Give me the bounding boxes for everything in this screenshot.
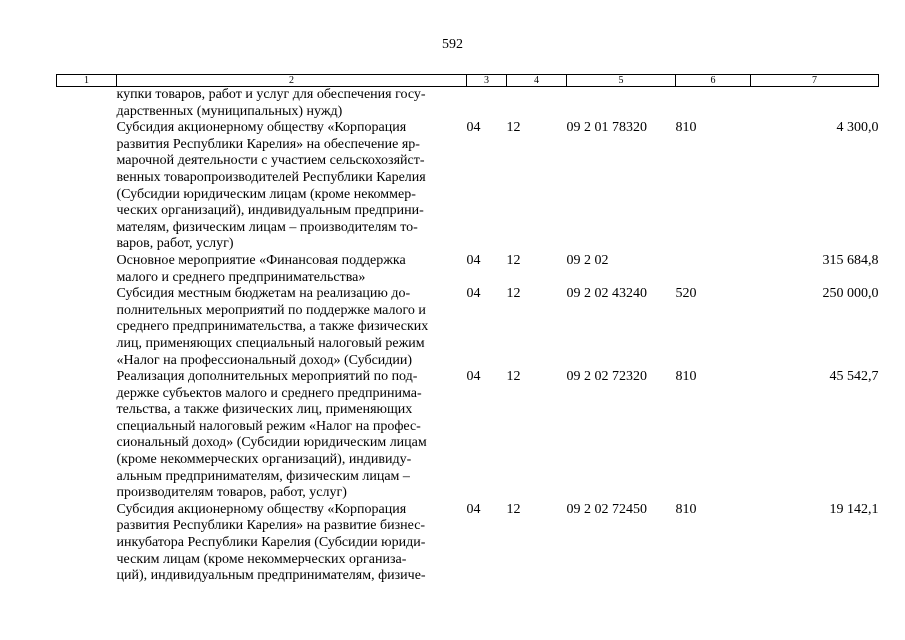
header-cell-1: 1 (57, 75, 117, 87)
subsection-code-cell: 12 (506, 369, 521, 385)
amount-cell: 315 684,8 (822, 252, 879, 268)
item-name-line: сиональный доход» (Субсидии юридическим лицам (116, 435, 427, 451)
item-name-line: производителям товаров, работ, услуг) (116, 485, 347, 501)
row-number-cell (57, 253, 117, 286)
item-name-line: ческих организаций), индивидуальным предприни- (116, 203, 424, 219)
item-name-line: «Налог на профессиональный доход» (Субсидии) (116, 352, 413, 368)
item-name-line: ческим лицам (кроме некоммерческих организа- (116, 551, 407, 567)
item-name-line: варов, работ, услуг) (116, 236, 234, 252)
item-name-line: Реализация дополнительных мероприятий по под- (116, 369, 418, 385)
section-code-cell: 04 (466, 501, 481, 517)
row-number-cell (57, 502, 117, 585)
item-name-line: полнительных мероприятий по поддержке малого и (116, 302, 426, 318)
table-row (57, 369, 879, 502)
item-name-line: специальный налоговый режим «Налог на профес- (116, 418, 421, 434)
target-article-cell (567, 87, 676, 121)
item-name-line: инкубатора Республики Карелия (Субсидии юриди- (116, 535, 426, 551)
item-name-line: тельства, а также физических лиц, применяющих (116, 402, 413, 418)
section-code-cell: 04 (466, 120, 481, 136)
target-article-cell: 09 2 02 72320 (566, 369, 647, 385)
item-name-line: развития Республики Карелия» на развитие бизнес- (116, 518, 426, 534)
target-article-cell: 09 2 01 78320 (566, 120, 647, 136)
item-name-line: ций), индивидуальным предпринимателям, физиче- (116, 568, 426, 584)
header-cell-6: 6 (676, 75, 751, 87)
header-cell-7: 7 (751, 75, 879, 87)
row-number-cell (57, 120, 117, 253)
table-row (57, 120, 879, 253)
budget-table (56, 74, 879, 585)
amount-cell: 4 300,0 (836, 120, 879, 136)
amount-cell: 45 542,7 (829, 369, 879, 385)
item-name-line: (кроме некоммерческих организаций), индивиду- (116, 452, 412, 468)
item-name-line: Субсидия акционерному обществу «Корпорация (116, 501, 407, 517)
item-name-cell (117, 87, 467, 121)
item-name-line: Субсидия акционерному обществу «Корпорация (116, 120, 407, 136)
subsection-code-cell: 12 (506, 252, 521, 268)
item-name-line: венных товаропроизводителей Республики Карелия (116, 169, 426, 185)
page-number: 592 (442, 37, 463, 52)
subsection-code-cell: 12 (506, 501, 521, 517)
item-name-cell (117, 369, 467, 502)
item-name-line: Основное мероприятие «Финансовая поддержка (116, 252, 406, 268)
target-article-cell: 09 2 02 72450 (566, 501, 647, 517)
header-cell-3: 3 (467, 75, 507, 87)
expense-type-cell: 810 (675, 501, 697, 517)
header-row (57, 75, 879, 87)
subsection-code-cell: 12 (506, 286, 521, 302)
table-row (57, 87, 879, 121)
target-article-cell: 09 2 02 43240 (566, 286, 647, 302)
item-name-line: малого и среднего предпринимательства» (116, 269, 366, 285)
item-name-line: развития Республики Карелия» на обеспечение яр- (116, 136, 420, 152)
header-cell-2: 2 (117, 75, 467, 87)
header-cell-4: 4 (507, 75, 567, 87)
table-row (57, 502, 879, 585)
row-number-cell (57, 87, 117, 121)
item-name-line: (Субсидии юридическим лицам (кроме некоммер- (116, 186, 416, 202)
table-row (57, 286, 879, 369)
item-name-line: Субсидия местным бюджетам на реализацию до- (116, 286, 411, 302)
section-code-cell: 04 (466, 286, 481, 302)
item-name-line: держке субъектов малого и среднего предпринима- (116, 385, 422, 401)
expense-type-cell (676, 253, 751, 286)
item-name-cell (117, 502, 467, 585)
item-name-cell (117, 253, 467, 286)
section-code-cell: 04 (466, 252, 481, 268)
item-name-line: купки товаров, работ и услуг для обеспечения госу- (116, 87, 426, 102)
expense-type-cell (676, 87, 751, 121)
amount-cell (751, 87, 879, 121)
table-row (57, 253, 879, 286)
row-number-cell (57, 286, 117, 369)
table-body (57, 87, 879, 585)
item-name-line: лиц, применяющих специальный налоговый режим (116, 335, 425, 351)
section-code-cell: 04 (466, 369, 481, 385)
item-name-line: марочной деятельности с участием сельскохозяйст- (116, 153, 425, 169)
row-number-cell (57, 369, 117, 502)
item-name-line: дарственных (муниципальных) нужд) (116, 103, 343, 119)
expense-type-cell: 810 (675, 120, 697, 136)
item-name-line: среднего предпринимательства, а также физических (116, 319, 429, 335)
target-article-cell: 09 2 02 (566, 252, 609, 268)
item-name-line: мателям, физическим лицам – производителям то- (116, 219, 418, 235)
amount-cell: 250 000,0 (822, 286, 879, 302)
item-name-cell (117, 286, 467, 369)
subsection-code-cell: 12 (506, 120, 521, 136)
subsection-code-cell (507, 87, 567, 121)
expense-type-cell: 520 (675, 286, 697, 302)
expense-type-cell: 810 (675, 369, 697, 385)
header-cell-5: 5 (567, 75, 676, 87)
amount-cell: 19 142,1 (829, 501, 879, 517)
item-name-line: альным предпринимателям, физическим лицам – (116, 468, 410, 484)
item-name-cell (117, 120, 467, 253)
section-code-cell (467, 87, 507, 121)
